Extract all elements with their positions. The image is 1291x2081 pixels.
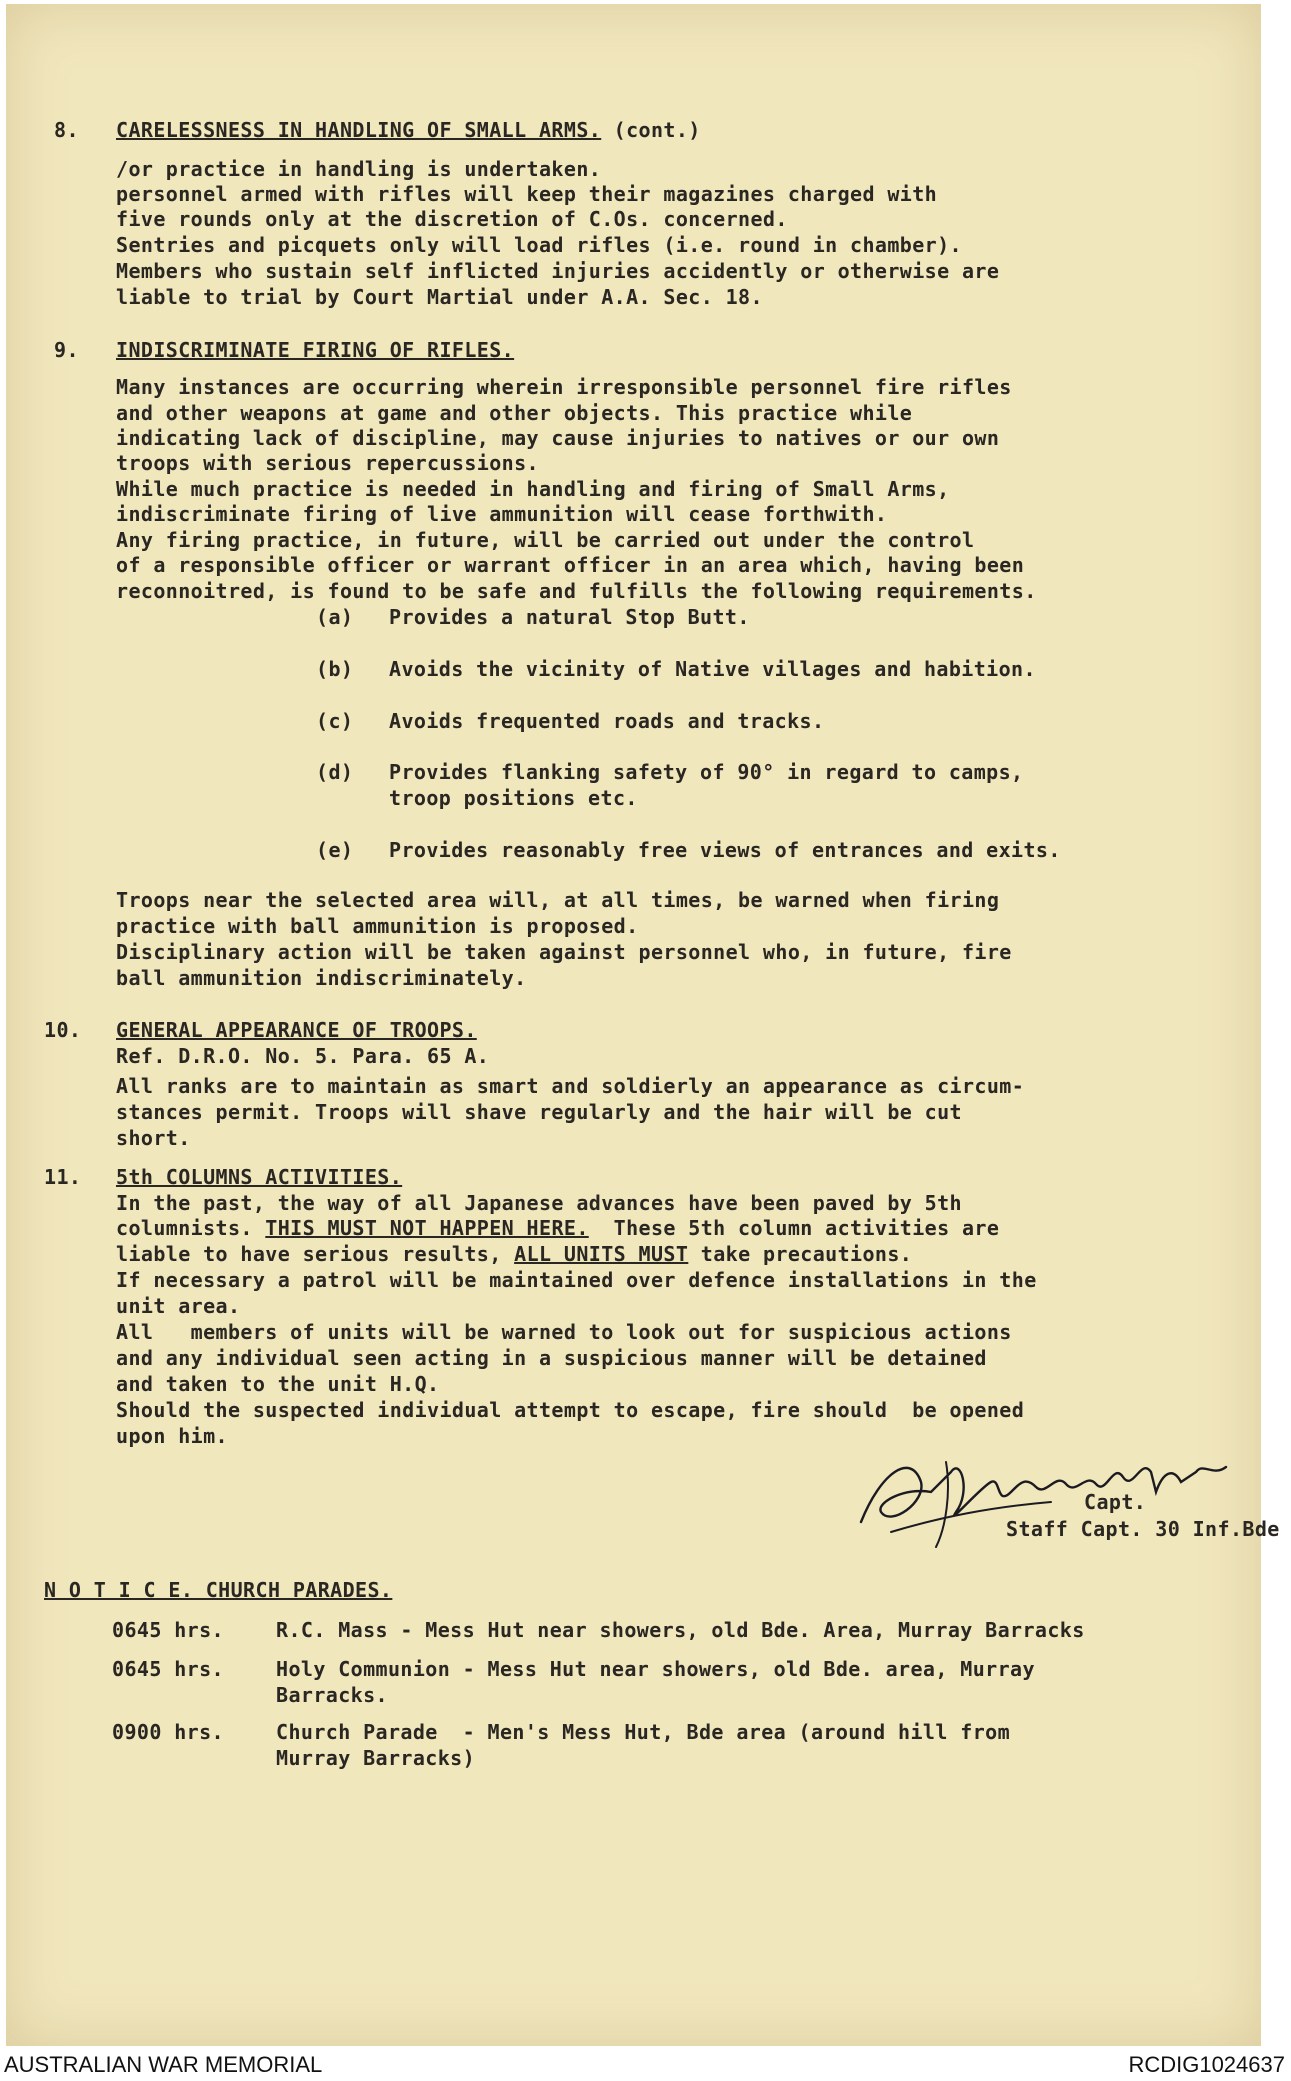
item-a-label: (a) — [316, 605, 354, 629]
section-11-line: All members of units will be warned to look out for suspicious actions — [116, 1320, 1012, 1344]
section-10-heading: GENERAL APPEARANCE OF TROOPS. — [116, 1018, 477, 1042]
signoff-title: Staff Capt. 30 Inf.Bde — [1006, 1517, 1280, 1541]
notice-entry-text: Holy Communion - Mess Hut near showers, old Bde. area, Murray — [276, 1657, 1035, 1681]
section-10-line: Ref. D.R.O. No. 5. Para. 65 A. — [116, 1044, 490, 1068]
section-9-line: indiscriminate firing of live ammunition will cease forthwith. — [116, 502, 888, 526]
item-b-label: (b) — [316, 657, 354, 681]
section-9-line: Many instances are occurring wherein irresponsible personnel fire rifles — [116, 375, 1012, 399]
section-9-line: reconnoitred, is found to be safe and fulfills the following requirements. — [116, 579, 1037, 603]
signoff-rank: Capt. — [1084, 1490, 1147, 1514]
section-9-after-line: Troops near the selected area will, at all times, be warned when firing — [116, 888, 1000, 912]
section-9-line: and other weapons at game and other objects. This practice while — [116, 401, 913, 425]
section-8-heading: CARELESSNESS IN HANDLING OF SMALL ARMS. — [116, 118, 602, 142]
section-11-line — [116, 1241, 912, 1267]
item-d-label: (d) — [316, 760, 354, 784]
notice-time: 0645 hrs. — [112, 1618, 224, 1642]
notice-entry-text: R.C. Mass - Mess Hut near showers, old Bde. Area, Murray Barracks — [276, 1618, 1085, 1642]
section-8-line: five rounds only at the discretion of C.Os. concerned. — [116, 207, 788, 231]
section-8-line: personnel armed with rifles will keep their magazines charged with — [116, 182, 938, 206]
item-d-text: Provides flanking safety of 90° in regard to camps, — [389, 760, 1024, 784]
item-e-label: (e) — [316, 838, 354, 862]
section-9-after-line: ball ammunition indiscriminately. — [116, 966, 527, 990]
section-11-line: and any individual seen acting in a suspicious manner will be detained — [116, 1346, 987, 1370]
item-d-text: troop positions etc. — [389, 786, 638, 810]
section-8-line: /or practice in handling is undertaken. — [116, 157, 602, 181]
section-9-after-line: practice with ball ammunition is proposed. — [116, 914, 639, 938]
section-8-line: liable to trial by Court Martial under A.A. Sec. 18. — [116, 285, 763, 309]
section-9-line: While much practice is needed in handling and firing of Small Arms, — [116, 477, 950, 501]
typed-text — [6, 4, 1280, 2046]
section-11-line: upon him. — [116, 1424, 228, 1448]
section-11-number: 11. — [44, 1165, 82, 1189]
section-8-line: Sentries and picquets only will load rifles (i.e. round in chamber). — [116, 233, 962, 257]
item-c-text: Avoids frequented roads and tracks. — [389, 709, 825, 733]
item-b-text: Avoids the vicinity of Native villages and habition. — [389, 657, 1036, 681]
section-11-line: and taken to the unit H.Q. — [116, 1372, 440, 1396]
notice-entry-text: Murray Barracks) — [276, 1746, 476, 1770]
section-11-text: take precautions. — [688, 1242, 913, 1266]
section-9-after-line: Disciplinary action will be taken against personnel who, in future, fire — [116, 940, 1012, 964]
archive-footer — [0, 2050, 1291, 2081]
notice-entry-text: Barracks. — [276, 1683, 388, 1707]
section-10-line: short. — [116, 1126, 191, 1150]
notice-entry-text: Church Parade - Men's Mess Hut, Bde area (around hill from — [276, 1720, 1011, 1744]
section-11-line: Should the suspected individual attempt to escape, fire should be opened — [116, 1398, 1025, 1422]
section-8-line: Members who sustain self inflicted injuries accidently or otherwise are — [116, 259, 1000, 283]
section-9-line: of a responsible officer or warrant officer in an area which, having been — [116, 553, 1025, 577]
section-11-emphasis: ALL UNITS MUST — [514, 1242, 689, 1266]
section-9-line: indicating lack of discipline, may cause injuries to natives or our own — [116, 426, 1000, 450]
section-9-number: 9. — [54, 338, 79, 362]
item-c-label: (c) — [316, 709, 354, 733]
section-10-line: stances permit. Troops will shave regularly and the hair will be cut — [116, 1100, 962, 1124]
section-11-text: These 5th column activities are — [588, 1216, 1000, 1240]
item-e-text: Provides reasonably free views of entrances and exits. — [389, 838, 1061, 862]
notice-time: 0645 hrs. — [112, 1657, 224, 1681]
section-10-number: 10. — [44, 1018, 82, 1042]
notice-time: 0900 hrs. — [112, 1720, 224, 1744]
section-9-heading: INDISCRIMINATE FIRING OF RIFLES. — [116, 338, 515, 362]
item-a-text: Provides a natural Stop Butt. — [389, 605, 750, 629]
section-11-heading: 5th COLUMNS ACTIVITIES. — [116, 1165, 403, 1189]
section-11-text: liable to have serious results, — [116, 1242, 515, 1266]
section-11-text: columnists. — [116, 1216, 266, 1240]
section-10-line: All ranks are to maintain as smart and soldierly an appearance as circum- — [116, 1074, 1025, 1098]
footer-identifier: RCDIG1024637 — [1128, 2052, 1285, 2077]
section-11-line: In the past, the way of all Japanese advances have been paved by 5th — [116, 1191, 962, 1215]
section-8-cont: (cont.) — [601, 118, 701, 142]
section-11-line — [116, 1215, 999, 1241]
section-9-line: troops with serious repercussions. — [116, 451, 539, 475]
section-11-line: unit area. — [116, 1294, 241, 1318]
section-11-line: If necessary a patrol will be maintained over defence installations in the — [116, 1268, 1037, 1292]
section-9-line: Any firing practice, in future, will be carried out under the control — [116, 528, 975, 552]
section-8-heading-line — [116, 117, 701, 143]
document-page — [6, 4, 1280, 2046]
notice-heading: N O T I C E. CHURCH PARADES. — [44, 1578, 393, 1602]
section-11-emphasis: THIS MUST NOT HAPPEN HERE. — [265, 1216, 589, 1240]
section-8-number: 8. — [54, 118, 79, 142]
footer-institution: AUSTRALIAN WAR MEMORIAL — [4, 2052, 323, 2077]
